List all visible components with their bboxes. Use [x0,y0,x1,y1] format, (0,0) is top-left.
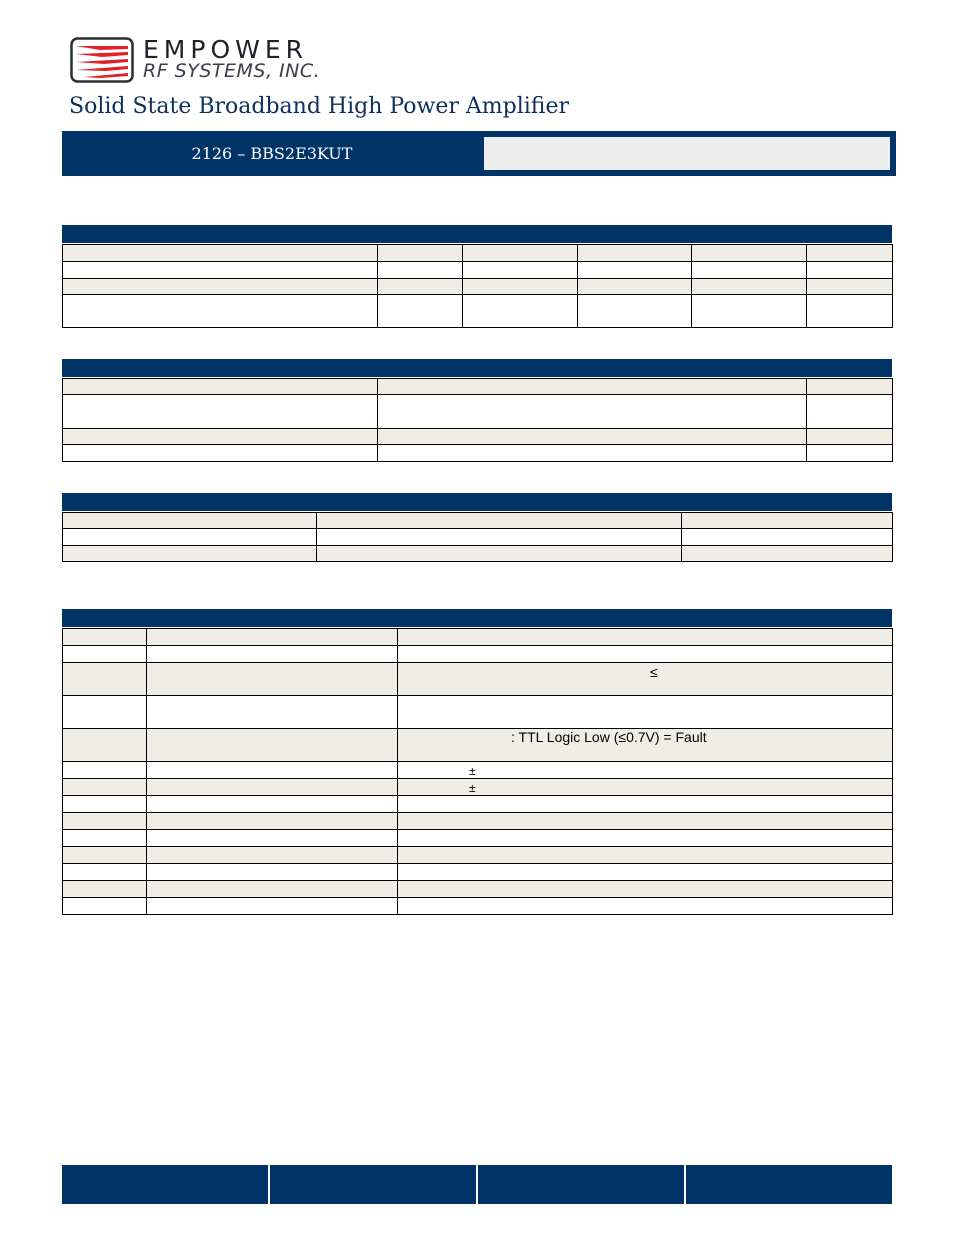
table-row [63,262,893,279]
table-row [63,295,893,328]
plus-minus-symbol: ± [469,780,476,795]
table-row [63,796,893,813]
table-row [63,729,893,762]
table-row [63,696,893,729]
table-row [63,395,893,429]
plus-minus-symbol: ± [469,763,476,778]
table-row [63,629,893,646]
spec-table-1 [62,225,892,328]
table-row [63,245,893,262]
logo-subtitle: RF SYSTEMS, INC. [143,60,321,82]
le-symbol: ≤ [650,664,658,680]
page-title: Solid State Broadband High Power Amplifier [69,94,570,119]
table-row [63,513,893,529]
model-number: 2126 – BBS2E3KUT [191,144,353,163]
table-row [63,646,893,663]
table-row [63,663,893,696]
model-banner [62,131,896,176]
table-row [63,546,893,562]
table-row [63,779,893,796]
spec-table-1-header [62,225,892,244]
spec-table-4 [62,609,892,915]
company-logo-icon [70,37,134,83]
banner-description-field [484,137,890,170]
banner-divider [62,172,892,176]
footer-cell [686,1165,892,1204]
table-row [63,445,893,462]
table-row [63,529,893,546]
logo-wordmark: EMPOWER [143,35,309,64]
spec-table-1-grid [62,244,893,328]
table-row [63,881,893,898]
spec-table-3-grid [62,512,893,562]
table-row [63,429,893,445]
footer-cell [62,1165,270,1204]
spec-table-2 [62,359,892,462]
table-row [63,762,893,779]
page-footer [62,1165,892,1204]
table-row [63,379,893,395]
table-row [63,830,893,847]
spec-table-3-header [62,493,892,512]
table-row [63,813,893,830]
spec-table-4-header [62,609,892,628]
table-row [63,864,893,881]
spec-table-2-header [62,359,892,378]
spec-table-4-grid [62,628,893,915]
spec-table-3 [62,493,892,562]
footer-cell [478,1165,686,1204]
footer-cell [270,1165,478,1204]
table-row [63,847,893,864]
fault-logic-text: : TTL Logic Low (≤0.7V) = Fault [511,729,707,745]
table-row [63,898,893,915]
spec-table-2-grid [62,378,893,462]
table-row [63,279,893,295]
